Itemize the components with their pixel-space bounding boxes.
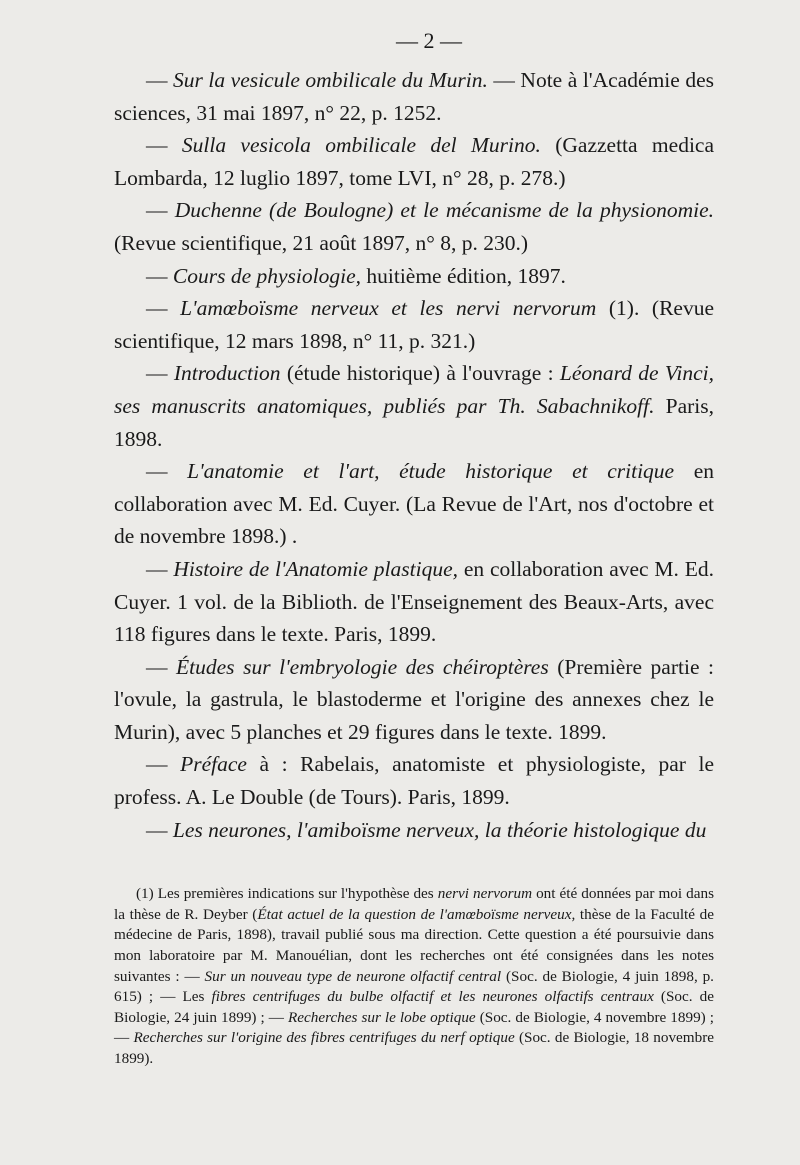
- footnotes: [114, 884, 714, 1069]
- bibliography-entry: — Introduction (étude historique) à l'ouvrage : Léonard de Vinci, ses manuscrits anatomiques, publiés par Th. Sabachnikoff. Paris, 1898.: [114, 361, 715, 451]
- bibliography-entry: — Sur la vesicule ombilicale du Murin. — Note à l'Académie des sciences, 31 mai 1897, n° 22, p. 1252.: [114, 68, 714, 125]
- footnote: (1) Les premières indications sur l'hypothèse des nervi nervorum ont été données par moi dans la thèse de R. Deyber (État actuel de la question de l'amœboïsme nerveux, thèse de la Faculté de médecine de Paris, 1898), travail publié sous ma direction. Cette question a été poursuivie dans mon laboratoire par M. Manouélian, dont les recherches ont été consignées dans les notes suivantes : — Sur un nouveau type de neurone olfactif central (Soc. de Biologie, 4 juin 1898, p. 615) ; — Les fibres centrifuges du bulbe olfactif et les neurones olfactifs centraux (Soc. de Biologie, 24 juin 1899) ; — Recherches sur le lobe optique (Soc. de Biologie, 4 novembre 1899) ; — Recherches sur l'origine des fibres centrifuges du nerf optique (Soc. de Biologie, 18 novembre 1899).: [114, 885, 715, 1067]
- bibliography-entry: — L'anatomie et l'art, étude historique et critique en collaboration avec M. Ed. Cuyer. (La Revue de l'Art, nos d'octobre et de novembre 1898.) .: [114, 459, 715, 549]
- bibliography-entry: — Les neurones, l'amiboïsme nerveux, la théorie histologique du: [146, 817, 707, 842]
- bibliography-entry: — Duchenne (de Boulogne) et le mécanisme de la physionomie. (Revue scientifique, 21 août 1897, n° 8, p. 230.): [114, 198, 715, 255]
- bibliography-entry: — Sulla vesicola ombilicale del Murino. (Gazzetta medica Lombarda, 12 luglio 1897, tome LVI, n° 28, p. 278.): [114, 133, 715, 190]
- bibliography-entry: — Histoire de l'Anatomie plastique, en collaboration avec M. Ed. Cuyer. 1 vol. de la Biblioth. de l'Enseignement des Beaux-Arts, avec 118 figures dans le texte. Paris, 1899.: [114, 556, 714, 647]
- bibliography-entry: — Cours de physiologie, huitième édition, 1897.: [146, 263, 566, 288]
- bibliography-entry: — Préface à : Rabelais, anatomiste et physiologiste, par le profess. A. Le Double (de Tours). Paris, 1899.: [114, 752, 714, 810]
- bibliography-list: [114, 64, 714, 846]
- page-number: — 2 —: [396, 28, 462, 53]
- bibliography-entry: — Études sur l'embryologie des chéiroptères (Première partie : l'ovule, la gastrula, le blastoderme et l'origine des annexes chez le Murin), avec 5 planches et 29 figures dans le texte. 1899.: [114, 654, 714, 744]
- bibliography-entry: — L'amœboïsme nerveux et les nervi nervorum (1). (Revue scientifique, 12 mars 1898, n° 11, p. 321.): [114, 296, 715, 353]
